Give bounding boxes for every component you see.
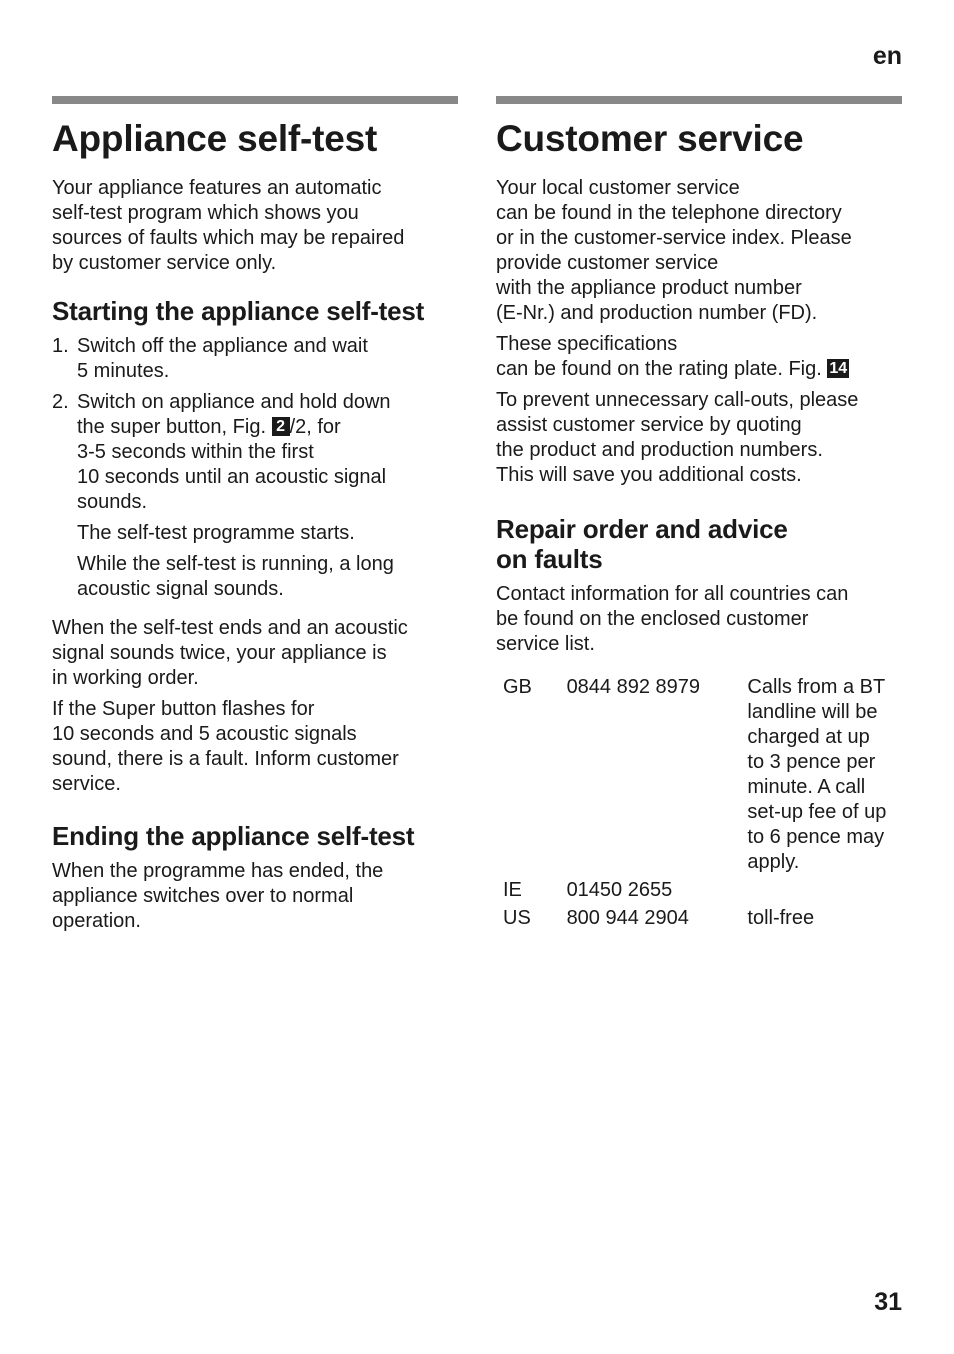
language-code: en	[872, 42, 902, 70]
self-test-result-1: The self-test programme starts.	[77, 522, 355, 544]
customer-service-column	[496, 96, 902, 934]
self-test-intro: Your appliance features an automatic self-test program which shows you sources of faults which may be repaired by customer service only.	[52, 177, 405, 274]
contact-note	[747, 878, 902, 906]
self-test-fault-paragraph: If the Super button flashes for 10 seconds and 5 acoustic signals sound, there is a fault. Inform customer service.	[52, 698, 399, 795]
step-2	[52, 390, 458, 515]
contact-row	[496, 906, 902, 934]
step-text-cont: /2, for 3-5 seconds within the first 10 seconds until an acoustic signal sounds.	[77, 416, 387, 513]
page-number: 31	[874, 1288, 902, 1316]
section-rule	[52, 96, 458, 104]
figure-ref-badge: 2	[272, 417, 290, 436]
country-code: US	[503, 907, 531, 929]
repair-order-heading: Repair order and advice on faults	[496, 514, 788, 574]
self-test-steps	[52, 334, 458, 515]
country-code: GB	[503, 676, 532, 698]
contact-row	[496, 675, 902, 878]
ending-self-test-text: When the programme has ended, the appliance switches over to normal operation.	[52, 860, 384, 932]
customer-service-para-2	[496, 332, 902, 382]
customer-service-para-1: Your local customer service can be found in the telephone directory or in the customer-service index. Please provide customer service with the appliance product number (E-Nr.) and production number (FD).	[496, 177, 852, 324]
step-text: Switch on appliance and hold down the super button, Fig.	[77, 391, 391, 438]
self-test-ok-paragraph: When the self-test ends and an acoustic signal sounds twice, your appliance is in working order.	[52, 617, 408, 689]
contact-table	[496, 675, 902, 934]
figure-ref-badge: 14	[829, 360, 848, 377]
appliance-self-test-title: Appliance self-test	[52, 118, 378, 159]
contact-note: toll-free	[747, 907, 815, 929]
step-number: 2.	[52, 391, 69, 413]
phone-number: 800 944 2904	[566, 907, 689, 929]
phone-number: 01450 2655	[566, 879, 673, 901]
step-text: Switch off the appliance and wait 5 minutes.	[77, 335, 368, 382]
repair-order-text: Contact information for all countries can be found on the enclosed customer service list.	[496, 583, 849, 655]
country-code: IE	[503, 879, 522, 901]
contact-row	[496, 878, 902, 906]
appliance-self-test-column	[52, 96, 458, 940]
step-1	[52, 334, 458, 384]
phone-number: 0844 892 8979	[566, 676, 701, 698]
ending-self-test-heading: Ending the appliance self-test	[52, 821, 415, 851]
customer-service-title: Customer service	[496, 118, 804, 159]
self-test-result-2: While the self-test is running, a long acoustic signal sounds.	[77, 553, 394, 600]
para-text: These specifications can be found on the rating plate. Fig.	[496, 333, 822, 380]
customer-service-para-3: To prevent unnecessary call-outs, please assist customer service by quoting the product and production numbers. This will save you additional costs.	[496, 389, 859, 486]
contact-note: Calls from a BT landline will be charged at up to 3 pence per minute. A call set-up fee of up to 6 pence may apply.	[747, 676, 887, 873]
starting-self-test-heading: Starting the appliance self-test	[52, 296, 425, 326]
section-rule	[496, 96, 902, 104]
step-number: 1.	[52, 335, 69, 357]
